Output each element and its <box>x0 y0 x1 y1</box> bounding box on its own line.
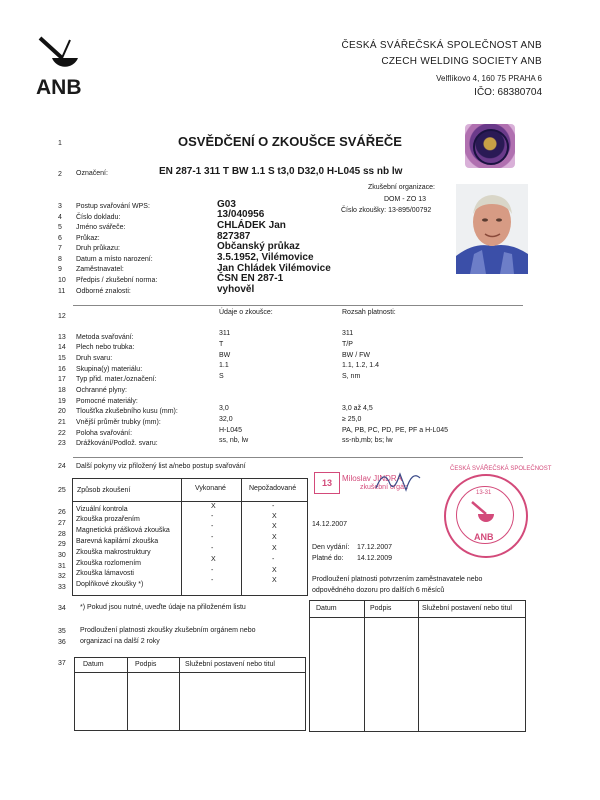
row-number: 20 <box>58 408 66 415</box>
row-number: 5 <box>58 224 62 231</box>
extension-note-line1: Prodloužení platnosti potvrzením zaměstnavatele nebo <box>312 576 483 583</box>
extension-org-note-line1: Prodloužení platnosti zkoušky zkušebním orgánem nebo <box>80 627 256 634</box>
col-date-header: Datum <box>83 661 104 668</box>
row-number: 3 <box>58 203 62 210</box>
examiner-name: Miloslav JINDRA <box>342 474 403 483</box>
param-label: Skupina(y) materiálu: <box>76 366 143 373</box>
employer-signature-table <box>309 600 526 732</box>
param-test: 1.1 <box>219 362 229 369</box>
extension-note-line2: odpovědného dozoru pro dalších 6 měsíců <box>312 587 445 594</box>
row-number: 18 <box>58 387 66 394</box>
id-card-label: Průkaz: <box>76 235 100 242</box>
param-label: Tloušťka zkušebního kusu (mm): <box>76 408 178 415</box>
row-number: 9 <box>58 266 62 273</box>
param-range: ≥ 25,0 <box>342 416 362 423</box>
row-number: 12 <box>58 313 66 320</box>
exam-org-label: Zkušební organizace: <box>368 184 435 191</box>
exam-date: 14.12.2007 <box>312 521 348 528</box>
round-seal-logo: ANB <box>474 532 494 542</box>
test-name: Doplňkové zkoušky *) <box>76 581 144 588</box>
row-number: 28 <box>58 531 66 538</box>
row-number: 4 <box>58 214 62 221</box>
row-number: 15 <box>58 355 66 362</box>
welding-torch-icon <box>34 34 84 78</box>
valid-until-label: Platné do: <box>312 555 344 562</box>
test-not-required: - <box>272 556 275 563</box>
exam-org-value: DOM - ZO 13 <box>384 196 427 203</box>
test-name: Vizuální kontrola <box>76 506 128 513</box>
row-number: 37 <box>58 660 66 667</box>
separator-line <box>73 457 523 458</box>
welder-name-value: CHLÁDEK Jan <box>217 220 286 231</box>
exam-org-signature-table <box>74 657 306 731</box>
param-label: Ochranné plyny: <box>76 387 127 394</box>
param-label: Drážkování/Podlož. svaru: <box>76 440 158 447</box>
wps-label: Postup svařování WPS: <box>76 203 150 210</box>
param-test: H-L045 <box>219 427 242 434</box>
param-label: Druh svaru: <box>76 355 113 362</box>
birth-label: Datum a místo narození: <box>76 256 153 263</box>
row-number: 33 <box>58 584 66 591</box>
col-sign-header: Podpis <box>135 661 157 668</box>
examiner-signature <box>372 464 432 494</box>
row-number: 30 <box>58 552 66 559</box>
param-range: 311 <box>342 330 354 337</box>
extension-org-note-line2: organizací na další 2 roky <box>80 638 160 645</box>
logo-text: ANB <box>36 76 82 99</box>
test-name: Zkouška lámavosti <box>76 570 134 577</box>
examiner-badge <box>314 472 340 494</box>
test-done: - <box>211 567 214 574</box>
row-number: 35 <box>58 628 66 635</box>
col-sign-header: Podpis <box>370 605 392 612</box>
col-not-required-header: Nepožadované <box>249 485 297 492</box>
row-number: 26 <box>58 509 66 516</box>
param-test: 311 <box>219 330 231 337</box>
test-done: X <box>211 556 216 563</box>
param-label: Typ přid. mater./označení: <box>76 376 157 383</box>
test-name: Zkouška rozlomením <box>76 560 141 567</box>
issue-date-value: 17.12.2007 <box>357 544 393 551</box>
row-number: 8 <box>58 256 62 263</box>
round-seal-text: ČESKÁ SVÁŘEČSKÁ SPOLEČNOST <box>450 466 552 472</box>
portrait-image <box>456 184 528 274</box>
param-label: Poloha svařování: <box>76 430 133 437</box>
row-number: 34 <box>58 605 66 612</box>
examiner-stamp <box>314 470 434 496</box>
footnote-additional-tests: *) Pokud jsou nutné, uveďte údaje na přiloženém listu <box>80 604 246 611</box>
test-data-header: Údaje o zkoušce: <box>219 309 273 316</box>
param-range: ss-nb,mb; bs; lw <box>342 437 393 444</box>
knowledge-label: Odborné znalosti: <box>76 288 131 295</box>
examiner-role: zkušební orgán <box>360 484 408 491</box>
param-test: T <box>219 341 224 348</box>
anb-logo <box>34 34 84 104</box>
test-not-required: X <box>272 523 277 530</box>
wps-value: G03 <box>217 199 236 210</box>
param-test: 3,0 <box>219 405 229 412</box>
param-range: 3,0 až 4,5 <box>342 405 373 412</box>
org-address: Velflíkovo 4, 160 75 PRAHA 6 <box>436 74 542 83</box>
test-name: Zkouška makrostruktury <box>76 549 151 556</box>
table-divider <box>181 479 182 595</box>
row-number: 23 <box>58 440 66 447</box>
param-range: PA, PB, PC, PD, PE, PF a H-L045 <box>342 427 449 434</box>
param-label: Vnější průměr trubky (mm): <box>76 419 161 426</box>
row-number: 7 <box>58 245 62 252</box>
certificate-title: OSVĚDČENÍ O ZKOUŠCE SVÁŘEČE <box>178 134 402 149</box>
param-test: ss, nb, lw <box>219 437 249 444</box>
row-number: 11 <box>58 288 66 295</box>
round-seal-number: 13-31 <box>476 490 492 496</box>
table-divider <box>179 658 180 730</box>
table-divider <box>75 672 305 673</box>
id-card-value: 827387 <box>217 231 251 242</box>
param-range: S, nm <box>342 373 361 380</box>
additional-instructions: Další pokyny viz přiložený list a/nebo postup svařování <box>76 463 246 470</box>
test-done: - <box>211 534 214 541</box>
hologram-ring-icon <box>473 129 509 165</box>
separator-line <box>73 305 523 306</box>
table-divider <box>418 601 419 731</box>
param-range: BW / FW <box>342 352 370 359</box>
valid-until-value: 14.12.2009 <box>357 555 393 562</box>
table-divider <box>73 501 307 502</box>
row-number: 27 <box>58 520 66 527</box>
param-label: Plech nebo trubka: <box>76 344 135 351</box>
test-not-required: - <box>272 503 275 510</box>
test-done: - <box>211 545 214 552</box>
org-name-en: CZECH WELDING SOCIETY ANB <box>381 56 542 67</box>
id-type-value: Občanský průkaz <box>217 241 300 252</box>
row-number: 32 <box>58 573 66 580</box>
validity-range-header: Rozsah platnosti: <box>342 309 396 316</box>
col-position-header: Služební postavení nebo titul <box>422 605 512 612</box>
table-divider <box>127 658 128 730</box>
param-test: S <box>219 373 224 380</box>
row-number: 13 <box>58 334 66 341</box>
knowledge-value: vyhověl <box>217 284 255 295</box>
table-divider <box>364 601 365 731</box>
row-number: 16 <box>58 366 66 373</box>
row-number: 21 <box>58 419 66 426</box>
standard-label: Předpis / zkušební norma: <box>76 277 158 284</box>
test-done: - <box>211 577 214 584</box>
badge-number: 13 <box>321 478 332 488</box>
round-seal <box>444 466 552 558</box>
param-test: 32,0 <box>219 416 233 423</box>
welder-photo <box>456 184 528 274</box>
row-number: 17 <box>58 376 66 383</box>
param-range: 1.1, 1.2, 1.4 <box>342 362 379 369</box>
test-done: - <box>211 513 214 520</box>
param-test: BW <box>219 352 231 359</box>
row-number: 25 <box>58 487 66 494</box>
test-done: X <box>211 503 216 510</box>
param-label: Pomocné materiály: <box>76 398 138 405</box>
row-number: 24 <box>58 463 66 470</box>
exam-test-number: Číslo zkoušky: 13-895/00792 <box>341 207 432 214</box>
row-number: 14 <box>58 344 66 351</box>
row-number: 22 <box>58 430 66 437</box>
org-name-cz: ČESKÁ SVÁŘEČSKÁ SPOLEČNOST ANB <box>341 40 542 51</box>
test-name: Barevná kapilární zkouška <box>76 538 159 545</box>
org-ico: IČO: 68380704 <box>474 87 542 98</box>
row-number: 1 <box>58 140 62 147</box>
col-done-header: Vykonané <box>195 485 226 492</box>
seal-torch-icon <box>468 500 500 522</box>
employer-value: Jan Chládek Vilémovice <box>217 263 331 274</box>
designation-value: EN 287-1 311 T BW 1.1 S t3,0 D32,0 H-L045 ss nb lw <box>159 166 403 177</box>
param-label: Metoda svařování: <box>76 334 134 341</box>
employer-label: Zaměstnavatel: <box>76 266 124 273</box>
issue-date-label: Den vydání: <box>312 544 350 551</box>
document-number-value: 13/040956 <box>217 209 265 220</box>
standard-value: ČSN EN 287-1 <box>217 273 284 284</box>
test-name: Zkouška prozařením <box>76 516 140 523</box>
document-number-label: Číslo dokladu: <box>76 214 121 221</box>
row-number: 29 <box>58 541 66 548</box>
col-date-header: Datum <box>316 605 337 612</box>
row-number: 31 <box>58 563 66 570</box>
row-number: 6 <box>58 235 62 242</box>
test-not-required: X <box>272 513 277 520</box>
row-number: 2 <box>58 171 62 178</box>
hologram-seal <box>465 124 515 168</box>
test-name: Magnetická prášková zkouška <box>76 527 170 534</box>
welder-name-label: Jméno svářeče: <box>76 224 126 231</box>
test-not-required: X <box>272 577 277 584</box>
table-divider <box>241 479 242 595</box>
param-range: T/P <box>342 341 353 348</box>
test-not-required: X <box>272 545 277 552</box>
id-type-label: Druh průkazu: <box>76 245 120 252</box>
designation-label: Označení: <box>76 170 108 177</box>
test-not-required: X <box>272 567 277 574</box>
col-method-header: Způsob zkoušení <box>77 487 131 494</box>
birth-value: 3.5.1952, Vilémovice <box>217 252 314 263</box>
test-not-required: X <box>272 534 277 541</box>
test-done: - <box>211 523 214 530</box>
col-position-header: Služební postavení nebo titul <box>185 661 275 668</box>
row-number: 19 <box>58 398 66 405</box>
row-number: 10 <box>58 277 66 284</box>
row-number: 36 <box>58 639 66 646</box>
